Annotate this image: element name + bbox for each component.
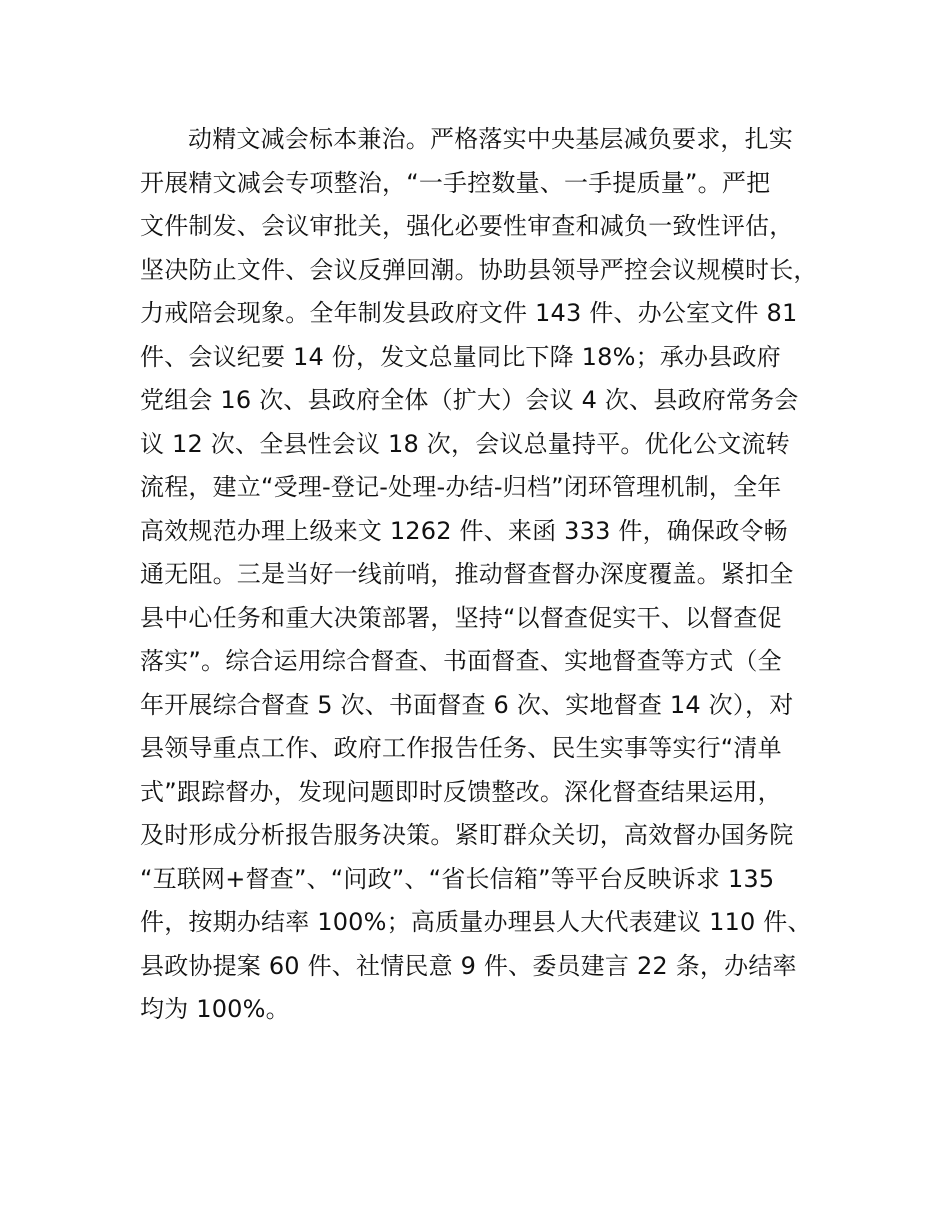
- body-paragraph: [140, 118, 840, 1032]
- paragraph-line: 及时形成分析报告服务决策。紧盯群众关切，高效督办国务院: [140, 821, 794, 849]
- paragraph-line: 件、会议纪要 14 份，发文总量同比下降 18%；承办县政府: [140, 342, 781, 371]
- paragraph-line: 均为 100%。: [140, 995, 290, 1023]
- paragraph-line: 党组会 16 次、县政府全体（扩大）会议 4 次、县政府常务会: [140, 386, 799, 414]
- paragraph-line: 坚决防止文件、会议反弹回潮。协助县领导严控会议规模时长，: [140, 255, 818, 284]
- paragraph-line: 落实”。综合运用综合督查、书面督查、实地督查等方式（全: [140, 647, 782, 675]
- paragraph-line: 件，按期办结率 100%；高质量办理县人大代表建议 110 件、: [140, 908, 812, 936]
- paragraph-line: 通无阻。三是当好一线前哨，推动督查督办深度覆盖。紧扣全: [140, 560, 794, 588]
- paragraph-line: 开展精文减会专项整治，“一手控数量、一手提质量”。严把: [140, 168, 771, 197]
- paragraph-line: 力戒陪会现象。全年制发县政府文件 143 件、办公室文件 81: [140, 299, 798, 327]
- paragraph-line: 县政协提案 60 件、社情民意 9 件、委员建言 22 条，办结率: [140, 951, 797, 980]
- paragraph-line: 县领导重点工作、政府工作报告任务、民生实事等实行“清单: [140, 734, 782, 762]
- paragraph-line: 文件制发、会议审批关，强化必要性审查和减负一致性评估，: [140, 212, 794, 240]
- paragraph-line: 动精文减会标本兼治。严格落实中央基层减负要求，扎实: [188, 125, 793, 153]
- paragraph-line: 高效规范办理上级来文 1262 件、来函 333 件，确保政令畅: [140, 516, 788, 545]
- paragraph-line: 流程，建立“受理-登记-处理-办结-归档”闭环管理机制，全年: [140, 473, 782, 501]
- paragraph-line: “互联网+督查”、“问政”、“省长信箱”等平台反映诉求 135: [140, 864, 775, 893]
- paragraph-line: 县中心任务和重大决策部署，坚持“以督查促实干、以督查促: [140, 603, 782, 632]
- paragraph-line: 议 12 次、全县性会议 18 次，会议总量持平。优化公文流转: [140, 429, 790, 458]
- paragraph-line: 年开展综合督查 5 次、书面督查 6 次、实地督查 14 次），对: [140, 690, 794, 719]
- paragraph-line: 式”跟踪督办，发现问题即时反馈整改。深化督查结果运用，: [140, 777, 782, 806]
